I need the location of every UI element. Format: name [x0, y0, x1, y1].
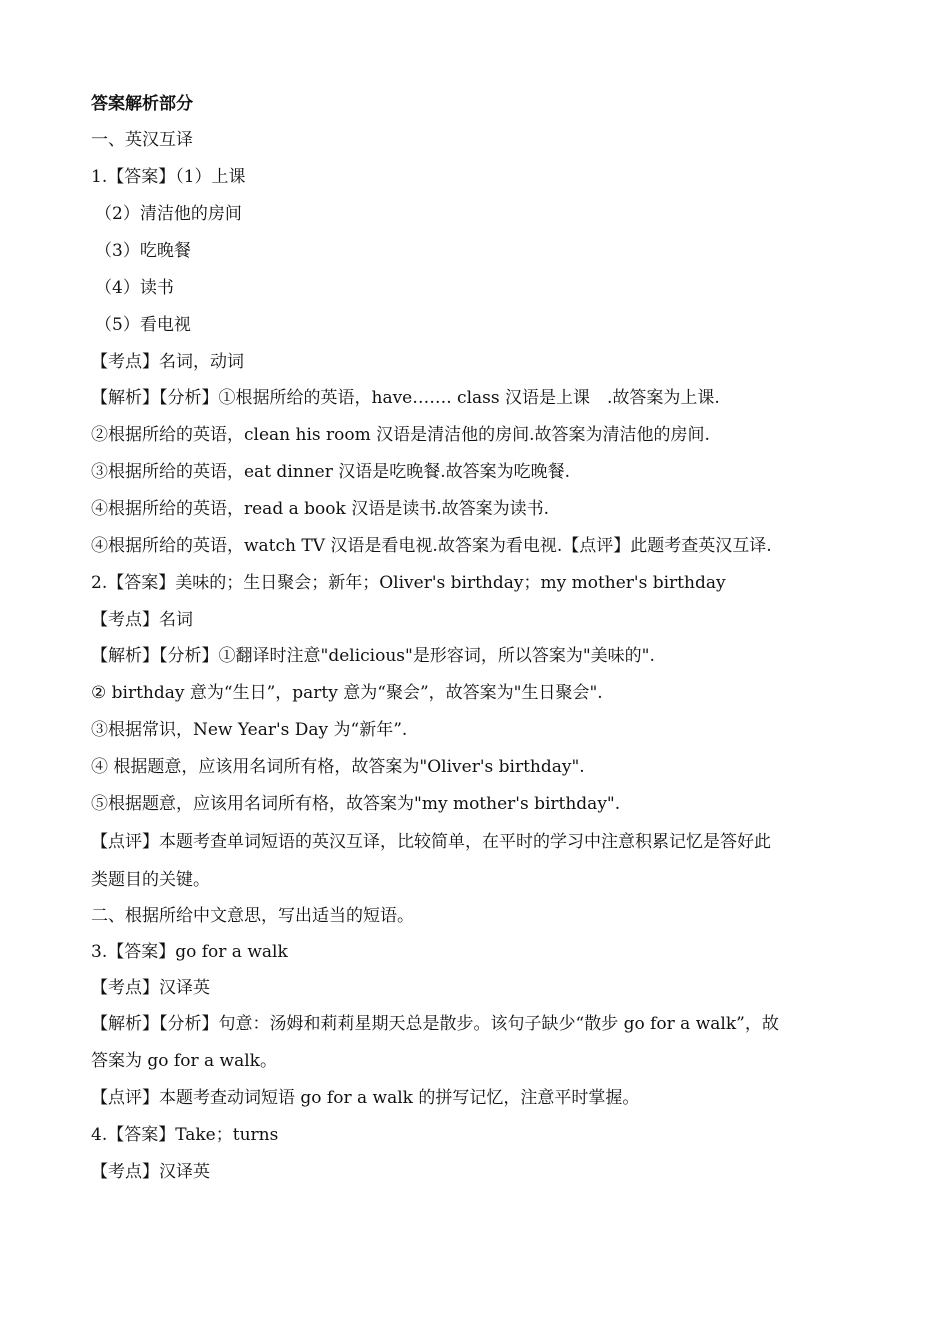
analysis-line: ③根据常识，New Year's Day 为“新年”.	[91, 720, 408, 740]
key-point-line: 【考点】汉译英	[91, 978, 210, 998]
answer-line: （4）读书	[95, 278, 174, 298]
analysis-line: ④ 根据题意，应该用名词所有格，故答案为"Oliver's birthday".	[91, 757, 585, 777]
key-point-line: 【考点】名词，动词	[91, 352, 244, 372]
answer-line: 1.【答案】（1）上课	[91, 167, 246, 187]
analysis-line: ③根据所给的英语，eat dinner 汉语是吃晚餐.故答案为吃晚餐.	[91, 462, 571, 482]
comment-line: 【点评】本题考查单词短语的英汉互译，比较简单，在平时的学习中注意积累记忆是答好此	[91, 832, 771, 852]
answer-line: （3）吃晚餐	[95, 241, 191, 261]
answer-line: （5）看电视	[95, 315, 191, 335]
comment-line: 【点评】本题考查动词短语 go for a walk 的拼写记忆，注意平时掌握。	[91, 1088, 640, 1108]
section-heading: 一、英汉互译	[91, 130, 193, 150]
key-point-line: 【考点】汉译英	[91, 1162, 210, 1182]
analysis-line: ⑤根据题意，应该用名词所有格，故答案为"my mother's birthday".	[91, 794, 621, 814]
answer-line: 4.【答案】Take；turns	[91, 1125, 279, 1145]
key-point-line: 【考点】名词	[91, 610, 193, 630]
answer-line: 3.【答案】go for a walk	[91, 942, 288, 962]
section-heading: 二、根据所给中文意思，写出适当的短语。	[91, 906, 414, 926]
answer-line: 2.【答案】美味的；生日聚会；新年；Oliver's birthday；my mother's birthday	[91, 573, 726, 593]
analysis-line: 【解析】【分析】①根据所给的英语，have……. class 汉语是上课 .故答案为上课.	[91, 388, 720, 408]
analysis-line: ② birthday 意为“生日”，party 意为“聚会”，故答案为"生日聚会".	[91, 683, 603, 703]
analysis-line: 【解析】【分析】句意：汤姆和莉莉星期天总是散步。该句子缺少“散步 go for a walk”，故	[91, 1014, 779, 1034]
analysis-line: 【解析】【分析】①翻译时注意"delicious"是形容词，所以答案为"美味的".	[91, 646, 655, 666]
analysis-line: ④根据所给的英语，watch TV 汉语是看电视.故答案为看电视.【点评】此题考查英汉互译.	[91, 536, 772, 556]
analysis-line: 答案为 go for a walk。	[91, 1051, 277, 1071]
document-title: 答案解析部分	[91, 94, 193, 114]
answer-line: （2）清洁他的房间	[95, 204, 242, 224]
comment-line: 类题目的关键。	[91, 870, 210, 890]
analysis-line: ②根据所给的英语，clean his room 汉语是清洁他的房间.故答案为清洁他的房间.	[91, 425, 710, 445]
analysis-line: ④根据所给的英语，read a book 汉语是读书.故答案为读书.	[91, 499, 550, 519]
